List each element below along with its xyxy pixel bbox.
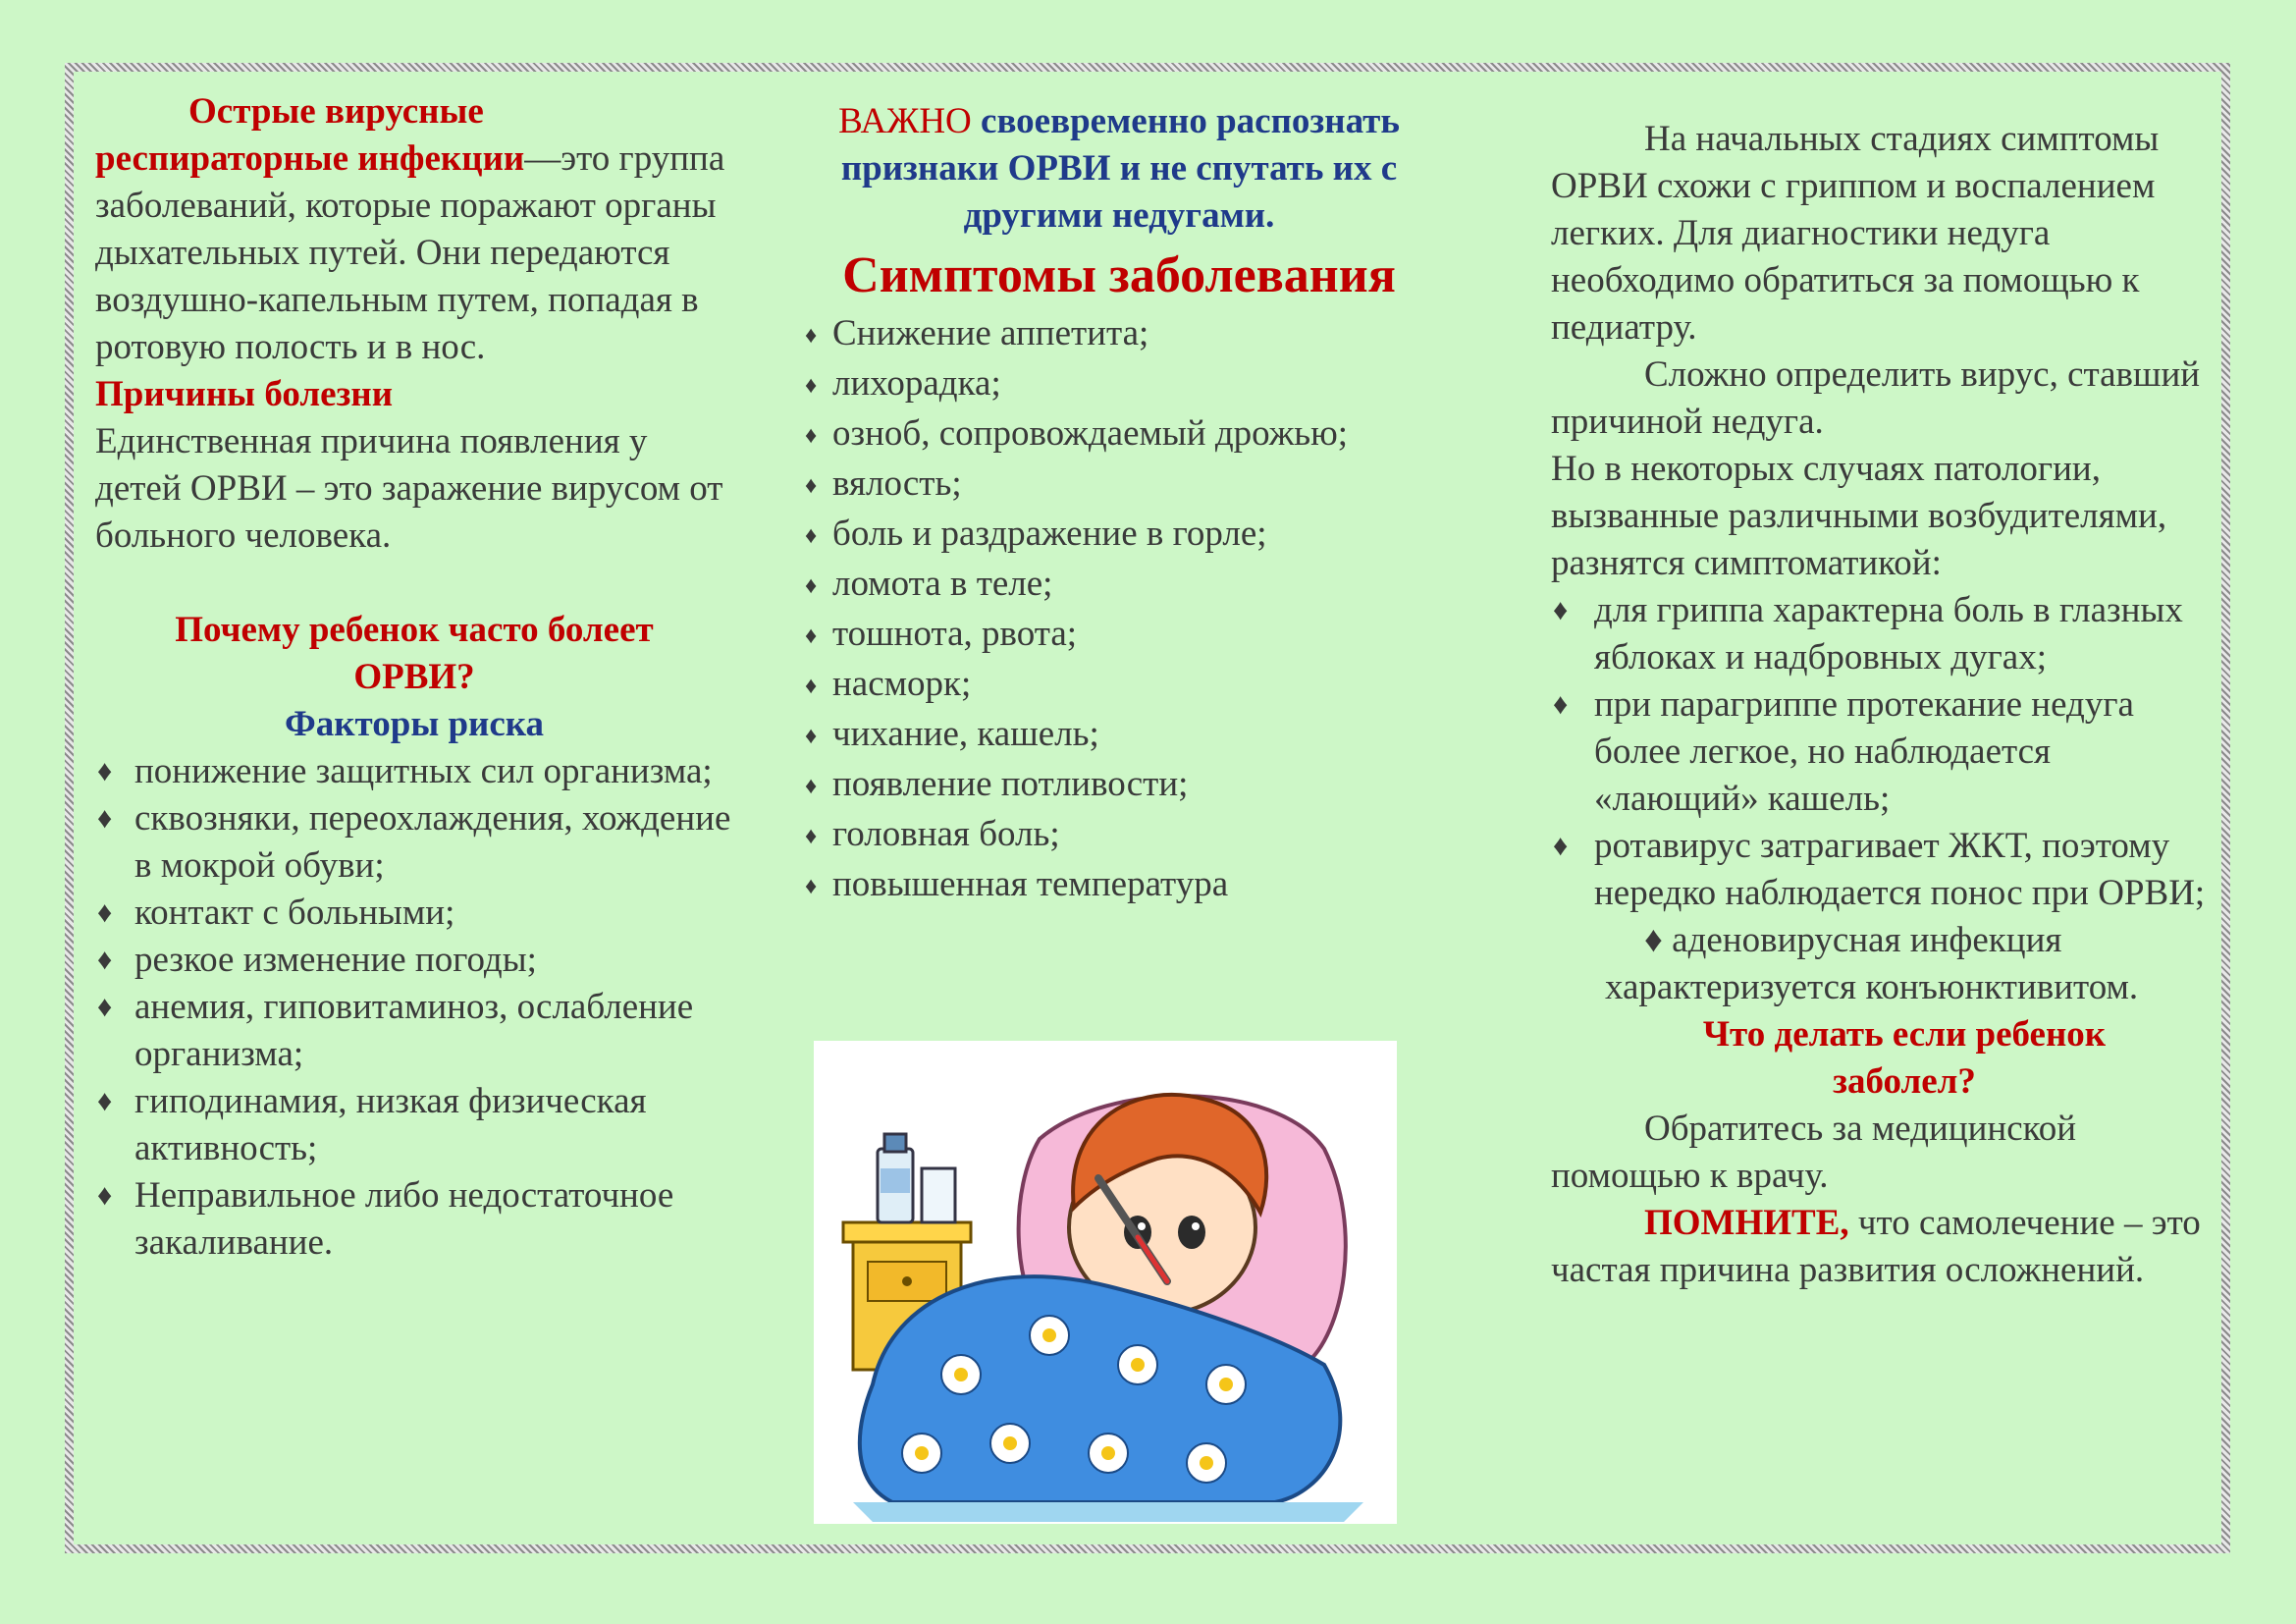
list-item	[805, 861, 1433, 908]
what-heading: Что делать если ребенок заболел?	[1702, 1014, 2107, 1102]
list-item-text: Неправильное либо недостаточное закаливание.	[134, 1175, 674, 1263]
risk-heading: Факторы риска	[284, 704, 545, 744]
diamond-bullet-icon: ♦	[805, 724, 818, 749]
diamond-bullet-icon: ♦	[97, 1085, 113, 1117]
column-left	[95, 88, 733, 1267]
list-item-text: насморк;	[832, 664, 972, 704]
diamond-bullet-icon: ♦	[97, 755, 113, 787]
diamond-bullet-icon: ♦	[1553, 594, 1569, 626]
causes-text: Единственная причина появления у детей ОРВИ – это заражение вирусом от больного человека.	[95, 421, 723, 556]
list-item	[805, 611, 1433, 658]
list-item-text: понижение защитных сил организма;	[134, 751, 713, 791]
why-heading: Почему ребенок часто болеет ОРВИ?	[175, 610, 654, 697]
virus-list	[1551, 587, 2218, 917]
adeno-bullet-icon: ♦	[1644, 920, 1663, 960]
list-item-text: появление потливости;	[832, 764, 1189, 804]
adeno-paragraph	[1551, 917, 2218, 1011]
diamond-bullet-icon: ♦	[805, 423, 818, 449]
list-item-text: гиподинамия, низкая физическая активность;	[134, 1081, 647, 1168]
diamond-bullet-icon: ♦	[805, 874, 818, 899]
list-item-text: ротавирус затрагивает ЖКТ, поэтому нередко наблюдается понос при ОРВИ;	[1594, 826, 2206, 913]
column-middle	[805, 98, 1433, 947]
list-item-text: вялость;	[832, 463, 962, 504]
diamond-bullet-icon: ♦	[805, 674, 818, 699]
symptoms-clip	[805, 310, 1433, 947]
diamond-bullet-icon: ♦	[97, 944, 113, 976]
list-item-text: при парагриппе протекание недуга более легкое, но наблюдается «лающий» кашель;	[1594, 684, 2134, 819]
list-item-text: контакт с больными;	[134, 893, 455, 933]
list-item-text: ломота в теле;	[832, 564, 1053, 604]
intro-rest: —это группа заболеваний, которые поражают органы дыхательных путей. Они передаются воздушно-капельным путем, попадая в ротовую полость и в нос.	[95, 138, 725, 367]
column-right	[1551, 116, 2218, 1294]
remember-word: ПОМНИТЕ,	[1644, 1203, 1849, 1243]
list-item	[805, 410, 1433, 458]
diamond-bullet-icon: ♦	[805, 523, 818, 549]
important-paragraph	[805, 98, 1433, 240]
list-item	[805, 661, 1433, 708]
list-item-text: озноб, сопровождаемый дрожью;	[832, 413, 1349, 454]
remember-paragraph	[1551, 1200, 2218, 1294]
list-item	[805, 711, 1433, 758]
symptoms-heading: Симптомы заболевания	[842, 247, 1396, 303]
list-item	[805, 460, 1433, 508]
diamond-bullet-icon: ♦	[1553, 830, 1569, 862]
list-item	[805, 761, 1433, 808]
diamond-bullet-icon: ♦	[97, 1179, 113, 1212]
list-item	[1551, 587, 2218, 681]
diamond-bullet-icon: ♦	[805, 323, 818, 349]
list-item-text: чихание, кашель;	[832, 714, 1099, 754]
symptoms-list	[805, 310, 1433, 908]
list-item	[805, 511, 1433, 558]
important-word: ВАЖНО	[838, 101, 972, 141]
diamond-bullet-icon: ♦	[805, 373, 818, 399]
remember-rest: что самолечение – это частая причина развития осложнений.	[1551, 1203, 2201, 1290]
sick-child-illustration	[814, 1041, 1397, 1524]
list-item-text: боль и раздражение в горле;	[832, 514, 1267, 554]
diamond-bullet-icon: ♦	[805, 824, 818, 849]
diamond-bullet-icon: ♦	[805, 573, 818, 599]
causes-heading: Причины болезни	[95, 374, 394, 414]
adeno-text: аденовирусная инфекция характеризуется конъюнктивитом.	[1605, 920, 2139, 1007]
list-item-text: сквозняки, переохлаждения, хождение в мокрой обуви;	[134, 798, 731, 886]
risk-factors-list	[95, 748, 733, 1267]
diamond-bullet-icon: ♦	[805, 774, 818, 799]
list-item	[805, 360, 1433, 407]
list-item	[95, 1078, 733, 1172]
list-item	[1551, 823, 2218, 917]
diamond-bullet-icon: ♦	[97, 802, 113, 835]
list-item	[805, 310, 1433, 357]
diamond-bullet-icon: ♦	[97, 896, 113, 929]
intro-paragraph	[95, 88, 733, 371]
list-item-text: повышенная температура	[832, 864, 1229, 904]
diamond-bullet-icon: ♦	[805, 473, 818, 499]
list-item-text: головная боль;	[832, 814, 1060, 854]
para-some-cases: Но в некоторых случаях патологии, вызванные различными возбудителями, разнятся симптоматикой:	[1551, 449, 2167, 583]
list-item-text: Снижение аппетита;	[832, 313, 1149, 353]
diamond-bullet-icon: ♦	[97, 991, 113, 1023]
list-item	[95, 748, 733, 795]
intro-term: Острые вирусные респираторные инфекции	[95, 91, 525, 179]
list-item-text: для гриппа характерна боль в глазных яблоках и надбровных дугах;	[1594, 590, 2183, 677]
list-item	[95, 890, 733, 937]
list-item-text: резкое изменение погоды;	[134, 940, 537, 980]
important-rest: своевременно распознать признаки ОРВИ и не спутать их с другими недугами.	[840, 101, 1400, 236]
list-item	[805, 561, 1433, 608]
list-item	[95, 984, 733, 1078]
list-item	[805, 811, 1433, 858]
list-item	[95, 937, 733, 984]
list-item	[95, 1172, 733, 1267]
list-item-text: тошнота, рвота;	[832, 614, 1078, 654]
para-early-stages: На начальных стадиях симптомы ОРВИ схожи с гриппом и воспалением легких. Для диагностики недуга необходимо обратиться за помощью к педиатру.	[1551, 119, 2160, 348]
what-text: Обратитесь за медицинской помощью к врачу.	[1551, 1109, 2077, 1196]
list-item	[95, 795, 733, 890]
list-item-text: лихорадка;	[832, 363, 1001, 404]
para-hard-to-identify: Сложно определить вирус, ставший причиной недуга.	[1551, 354, 2201, 442]
list-item-text: анемия, гиповитаминоз, ослабление организма;	[134, 987, 694, 1074]
list-item	[1551, 681, 2218, 823]
diamond-bullet-icon: ♦	[805, 623, 818, 649]
diamond-bullet-icon: ♦	[1553, 688, 1569, 721]
